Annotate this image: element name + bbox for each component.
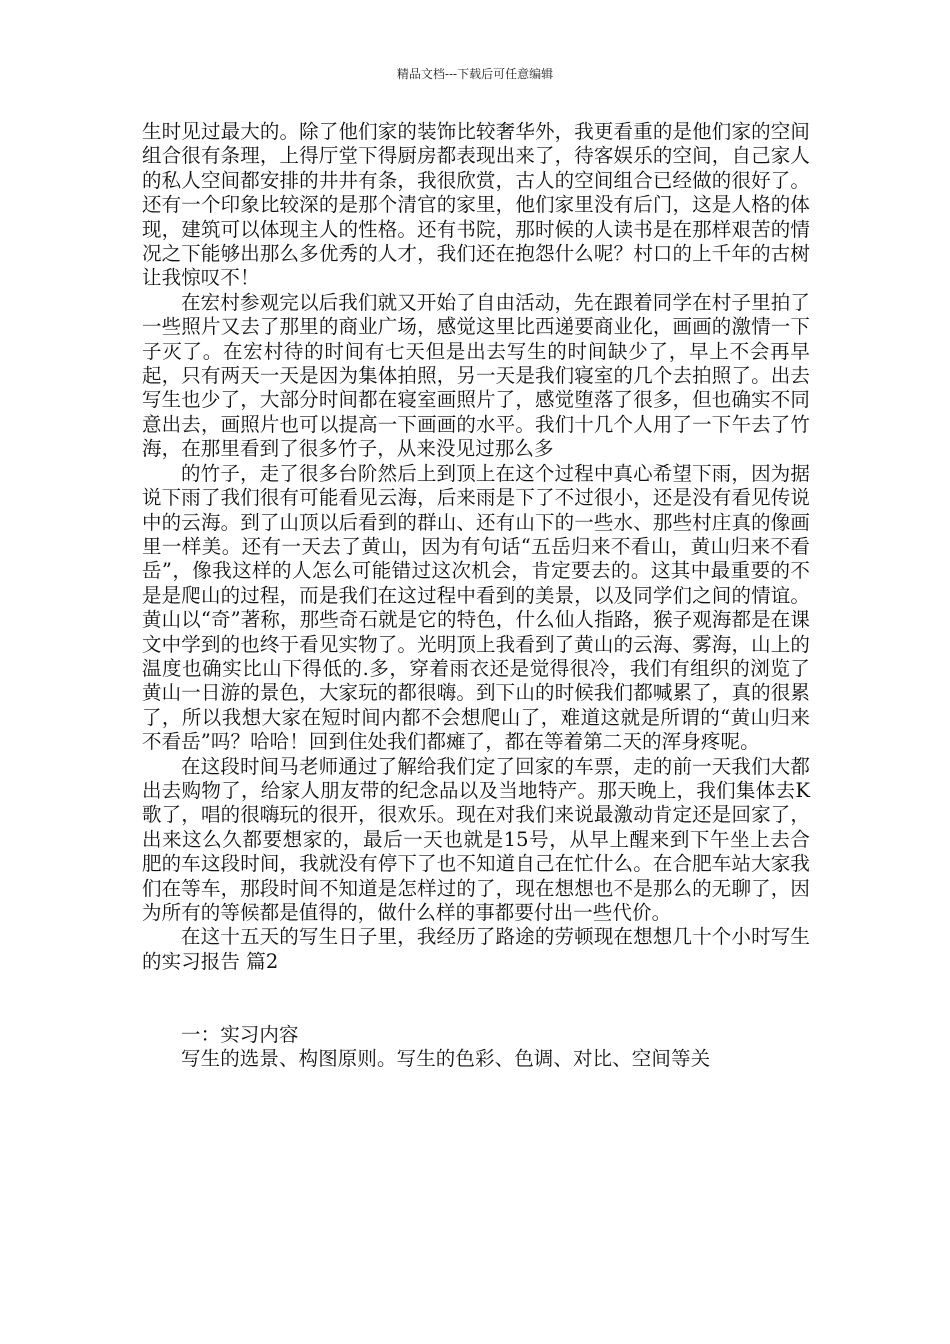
document-body — [142, 120, 810, 1072]
section-heading: 一：实习内容 — [181, 1023, 299, 1047]
paragraph-3: 的竹子，走了很多台阶然后上到顶上在这个过程中真心希望下雨，因为据说下雨了我们很有可能看见云海，后来雨是下了不过很小，还是没有看见传说中的云海。到了山顶以后看到的群山、还有山下的一些水、那些村庄真的像画里一样美。还有一天去了黄山，因为有句话“五岳归来不看山，黄山归来不看岳”，像我这样的人怎么可能错过这次机会，肯定要去的。这其中最重要的不是是爬山的过程，而是我们在这过程中看到的美景，以及同学们之间的情谊。黄山以“奇”著称，那些奇石就是它的特色，什么仙人指路，猴子观海都是在课文中学到的也终于看见实物了。光明顶上我看到了黄山的云海、雾海，山上的温度也确实比山下得低的.多，穿着雨衣还是觉得很冷，我们有组织的浏览了黄山一日游的景色，大家玩的都很嗨。到下山的时候我们都喊累了，真的很累了，所以我想大家在短时间内都不会想爬山了，难道这就是所谓的“黄山归来不看岳”吗？哈哈！回到住处我们都瘫了，都在等着第二天的浑身疼呢。 — [142, 461, 810, 754]
blank-space — [142, 974, 810, 1023]
paragraph-6: 写生的选景、构图原则。写生的色彩、色调、对比、空间等关 — [181, 1047, 711, 1071]
page-header: 精品文档---下载后可任意编辑 — [396, 67, 554, 81]
paragraph-4: 在这段时间马老师通过了解给我们定了回家的车票，走的前一天我们大都出去购物了，给家人朋友带的纪念品以及当地特产。那天晚上，我们集体去K歌了，唱的很嗨玩的很开，很欢乐。现在对我们来说最激动肯定还是回家了，出来这么久都要想家的，最后一天也就是15号，从早上醒来到下午坐上去合肥的车这段时间，我就没有停下了也不知道自己在忙什么。在合肥车站大家我们在等车，那段时间不知道是怎样过的了，现在想想也不是那么的无聊了，因为所有的等候都是值得的，做什么样的事都要付出一些代价。 — [142, 754, 810, 924]
paragraph-5: 在这十五天的写生日子里，我经历了路途的劳顿现在想想几十个小时写生的实习报告 篇2 — [142, 925, 810, 973]
paragraph-1: 生时见过最大的。除了他们家的装饰比较奢华外，我更看重的是他们家的空间组合很有条理，上得厅堂下得厨房都表现出来了，待客娱乐的空间，自己家人的私人空间都安排的井井有条，我很欣赏，古人的空间组合已经做的很好了。还有一个印象比较深的是那个清官的家里，他们家里没有后门，这是人格的体现，建筑可以体现主人的性格。还有书院，那时候的人读书是在那样艰苦的情况之下能够出那么多优秀的人才，我们还在抱怨什么呢？村口的上千年的古树让我惊叹不！ — [142, 120, 810, 290]
paragraph-2: 在宏村参观完以后我们就又开始了自由活动，先在跟着同学在村子里拍了一些照片又去了那里的商业广场，感觉这里比西递要商业化，画画的激情一下子灭了。在宏村待的时间有七天但是出去写生的时间缺少了，早上不会再早起，只有两天一天是因为集体拍照，另一天是我们寝室的几个去拍照了。出去写生也少了，大部分时间都在寝室画照片了，感觉堕落了很多，但也确实不同意出去，画照片也可以提高一下画画的水平。我们十几个人用了一下午去了竹海，在那里看到了很多竹子，从来没见过那么多 — [142, 290, 810, 461]
